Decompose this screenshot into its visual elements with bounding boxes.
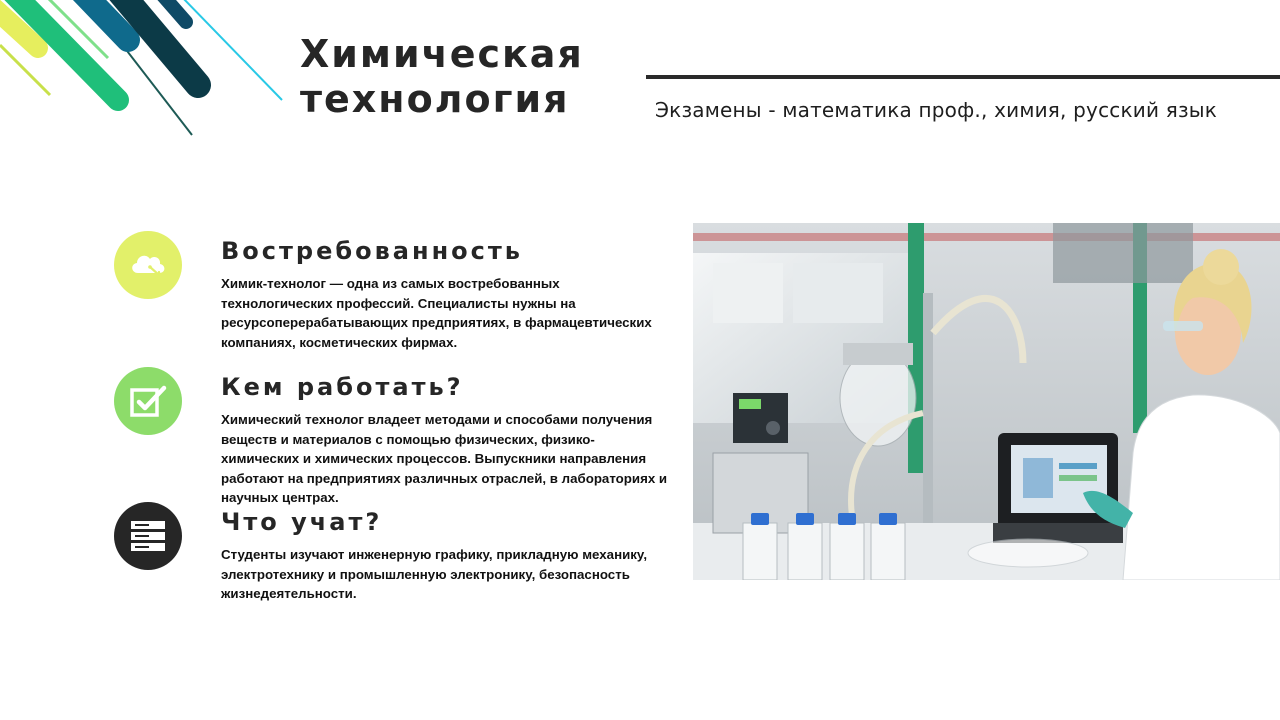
decorative-stripes [0, 0, 290, 140]
section-body-career: Химический технолог владеет методами и способами получения веществ и материалов с помощью физических, физико-химических и химических процессов. Выпускники направления работают на предприятиях различных отраслей, в лабораториях и научных центрах. [221, 412, 668, 505]
header-rule [646, 75, 1280, 79]
server-icon [114, 502, 182, 570]
section-body-curriculum: Студенты изучают инженерную графику, прикладную механику, электротехнику и промышленную электронику, безопасность жизнедеятельности. [221, 547, 648, 601]
section-body-demand: Химик-технолог — одна из самых востребованных технологических профессий. Специалисты нужны на ресурсоперерабатывающих предприятиях, в фармацевтических компаниях, косметических фирмах. [221, 276, 652, 350]
section-heading-career: Кем работать? [221, 373, 464, 401]
checkbox-icon [114, 367, 182, 435]
cloud-icon [114, 231, 182, 299]
section-heading-curriculum: Что учат? [221, 508, 383, 536]
laboratory-photo [693, 223, 1280, 580]
slide-title-line-2: технология [300, 77, 570, 121]
exams-subtitle: Экзамены - математика проф., химия, русский язык [655, 98, 1218, 122]
section-heading-demand: Востребованность [221, 237, 523, 265]
slide-title-line-1: Химическая [300, 32, 584, 76]
slide-title [300, 32, 584, 122]
